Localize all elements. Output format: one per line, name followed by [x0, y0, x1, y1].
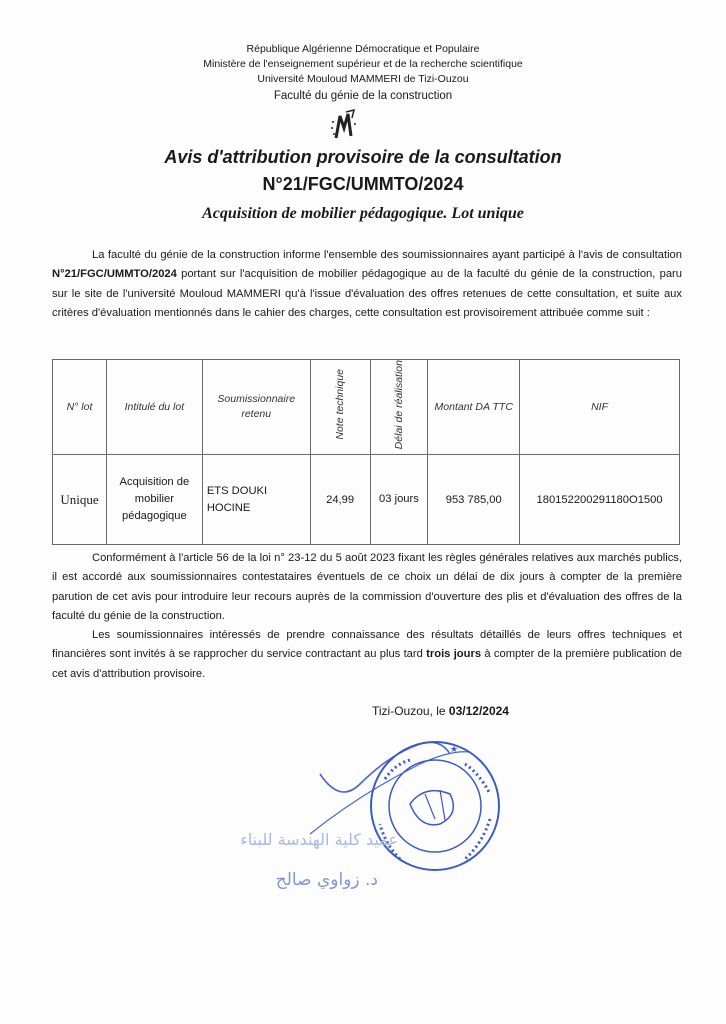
- header-amount: Montant DA TTC: [428, 360, 520, 455]
- header-delay: Délai de réalisation: [392, 360, 405, 450]
- svg-text:★: ★: [450, 745, 459, 755]
- header-block: [0, 42, 726, 104]
- header-bidder: Soumissionnaire retenu: [202, 360, 310, 455]
- award-table: [52, 359, 680, 545]
- notice-title: Avis d'attribution provisoire de la consultation: [164, 147, 562, 167]
- intro-paragraph: La faculté du génie de la construction informe l'ensemble des soumissionnaires ayant participé à l'avis de consultation N°21/FGC/UMMTO/2024 portant sur l'acquisition de mobilier pédagogique au de la faculté du génie de la construction, paru sur le site de l'université Mouloud MAMMERI qu'à l'issue d'évaluation des offres retenues de cette consultation, et suite aux critères d'évaluation mentionnés dans le cahier des charges, cette consultation est provisoirement attribuée comme suit :: [52, 249, 682, 320]
- university-logo-icon: [324, 108, 364, 144]
- cell-bidder: ETS DOUKI HOCINE: [202, 455, 310, 545]
- republic-line: République Algérienne Démocratique et Populaire: [246, 43, 480, 55]
- header-lot-title: Intitulé du lot: [106, 360, 202, 455]
- notice-date: 03/12/2024: [448, 704, 509, 718]
- cell-delay: 03 jours: [370, 455, 428, 545]
- ministry-line: Ministère de l'enseignement supérieur et de la recherche scientifique: [203, 58, 523, 70]
- official-stamp-icon: [300, 724, 540, 884]
- consultation-ref: N°21/FGC/UMMTO/2024: [52, 268, 177, 281]
- header-tech-score: Note technique: [334, 369, 347, 440]
- university-line: Université Mouloud MAMMERI de Tizi-Ouzou: [257, 73, 469, 85]
- stamp-text-dean: عميد كلية الهندسة للبناء: [240, 830, 398, 849]
- table-header-row: [53, 360, 680, 455]
- cell-nif: 180152200291180O1500: [520, 455, 680, 545]
- consultation-number: N°21/FGC/UMMTO/2024: [262, 174, 464, 194]
- stamp-text-name: د. زواوي صالح: [275, 870, 378, 890]
- legal-paragraph: Conformément à l'article 56 de la loi n° 23-12 du 5 août 2023 fixant les règles générales relatives aux marchés publics, il est accordé aux soumissionnaires contestataires éventuels de ce choix un délai de dix jours à compter de la première parution de cet avis pour introduire leur recours auprès de la commission d'ouverture des plis et d'évaluation des offres de la faculté du génie de la construction.: [52, 552, 682, 623]
- header-nif: NIF: [520, 360, 680, 455]
- place-date: Tizi-Ouzou, le 03/12/2024: [372, 704, 509, 718]
- cell-tech-score: 24,99: [310, 455, 370, 545]
- header-tech-score-cell: [310, 360, 370, 455]
- deadline-emphasis: trois jours: [426, 648, 482, 661]
- faculty-line: Faculté du génie de la construction: [273, 90, 453, 102]
- table-row: [53, 455, 680, 545]
- cell-lot-title: Acquisition de mobilier pédagogique: [106, 455, 202, 545]
- cell-lot-no: Unique: [53, 455, 107, 545]
- header-lot-no: N° lot: [53, 360, 107, 455]
- notice-subject: Acquisition de mobilier pédagogique. Lot unique: [202, 205, 524, 222]
- header-delay-cell: [370, 360, 428, 455]
- invite-paragraph: Les soumissionnaires intéressés de prendre connaissance des résultats détaillés de leurs offres techniques et financières sont invités à se rapprocher du service contractant au plus tard trois jours à compter de la première publication de cet avis d'attribution provisoire.: [52, 629, 683, 680]
- cell-amount: 953 785,00: [428, 455, 520, 545]
